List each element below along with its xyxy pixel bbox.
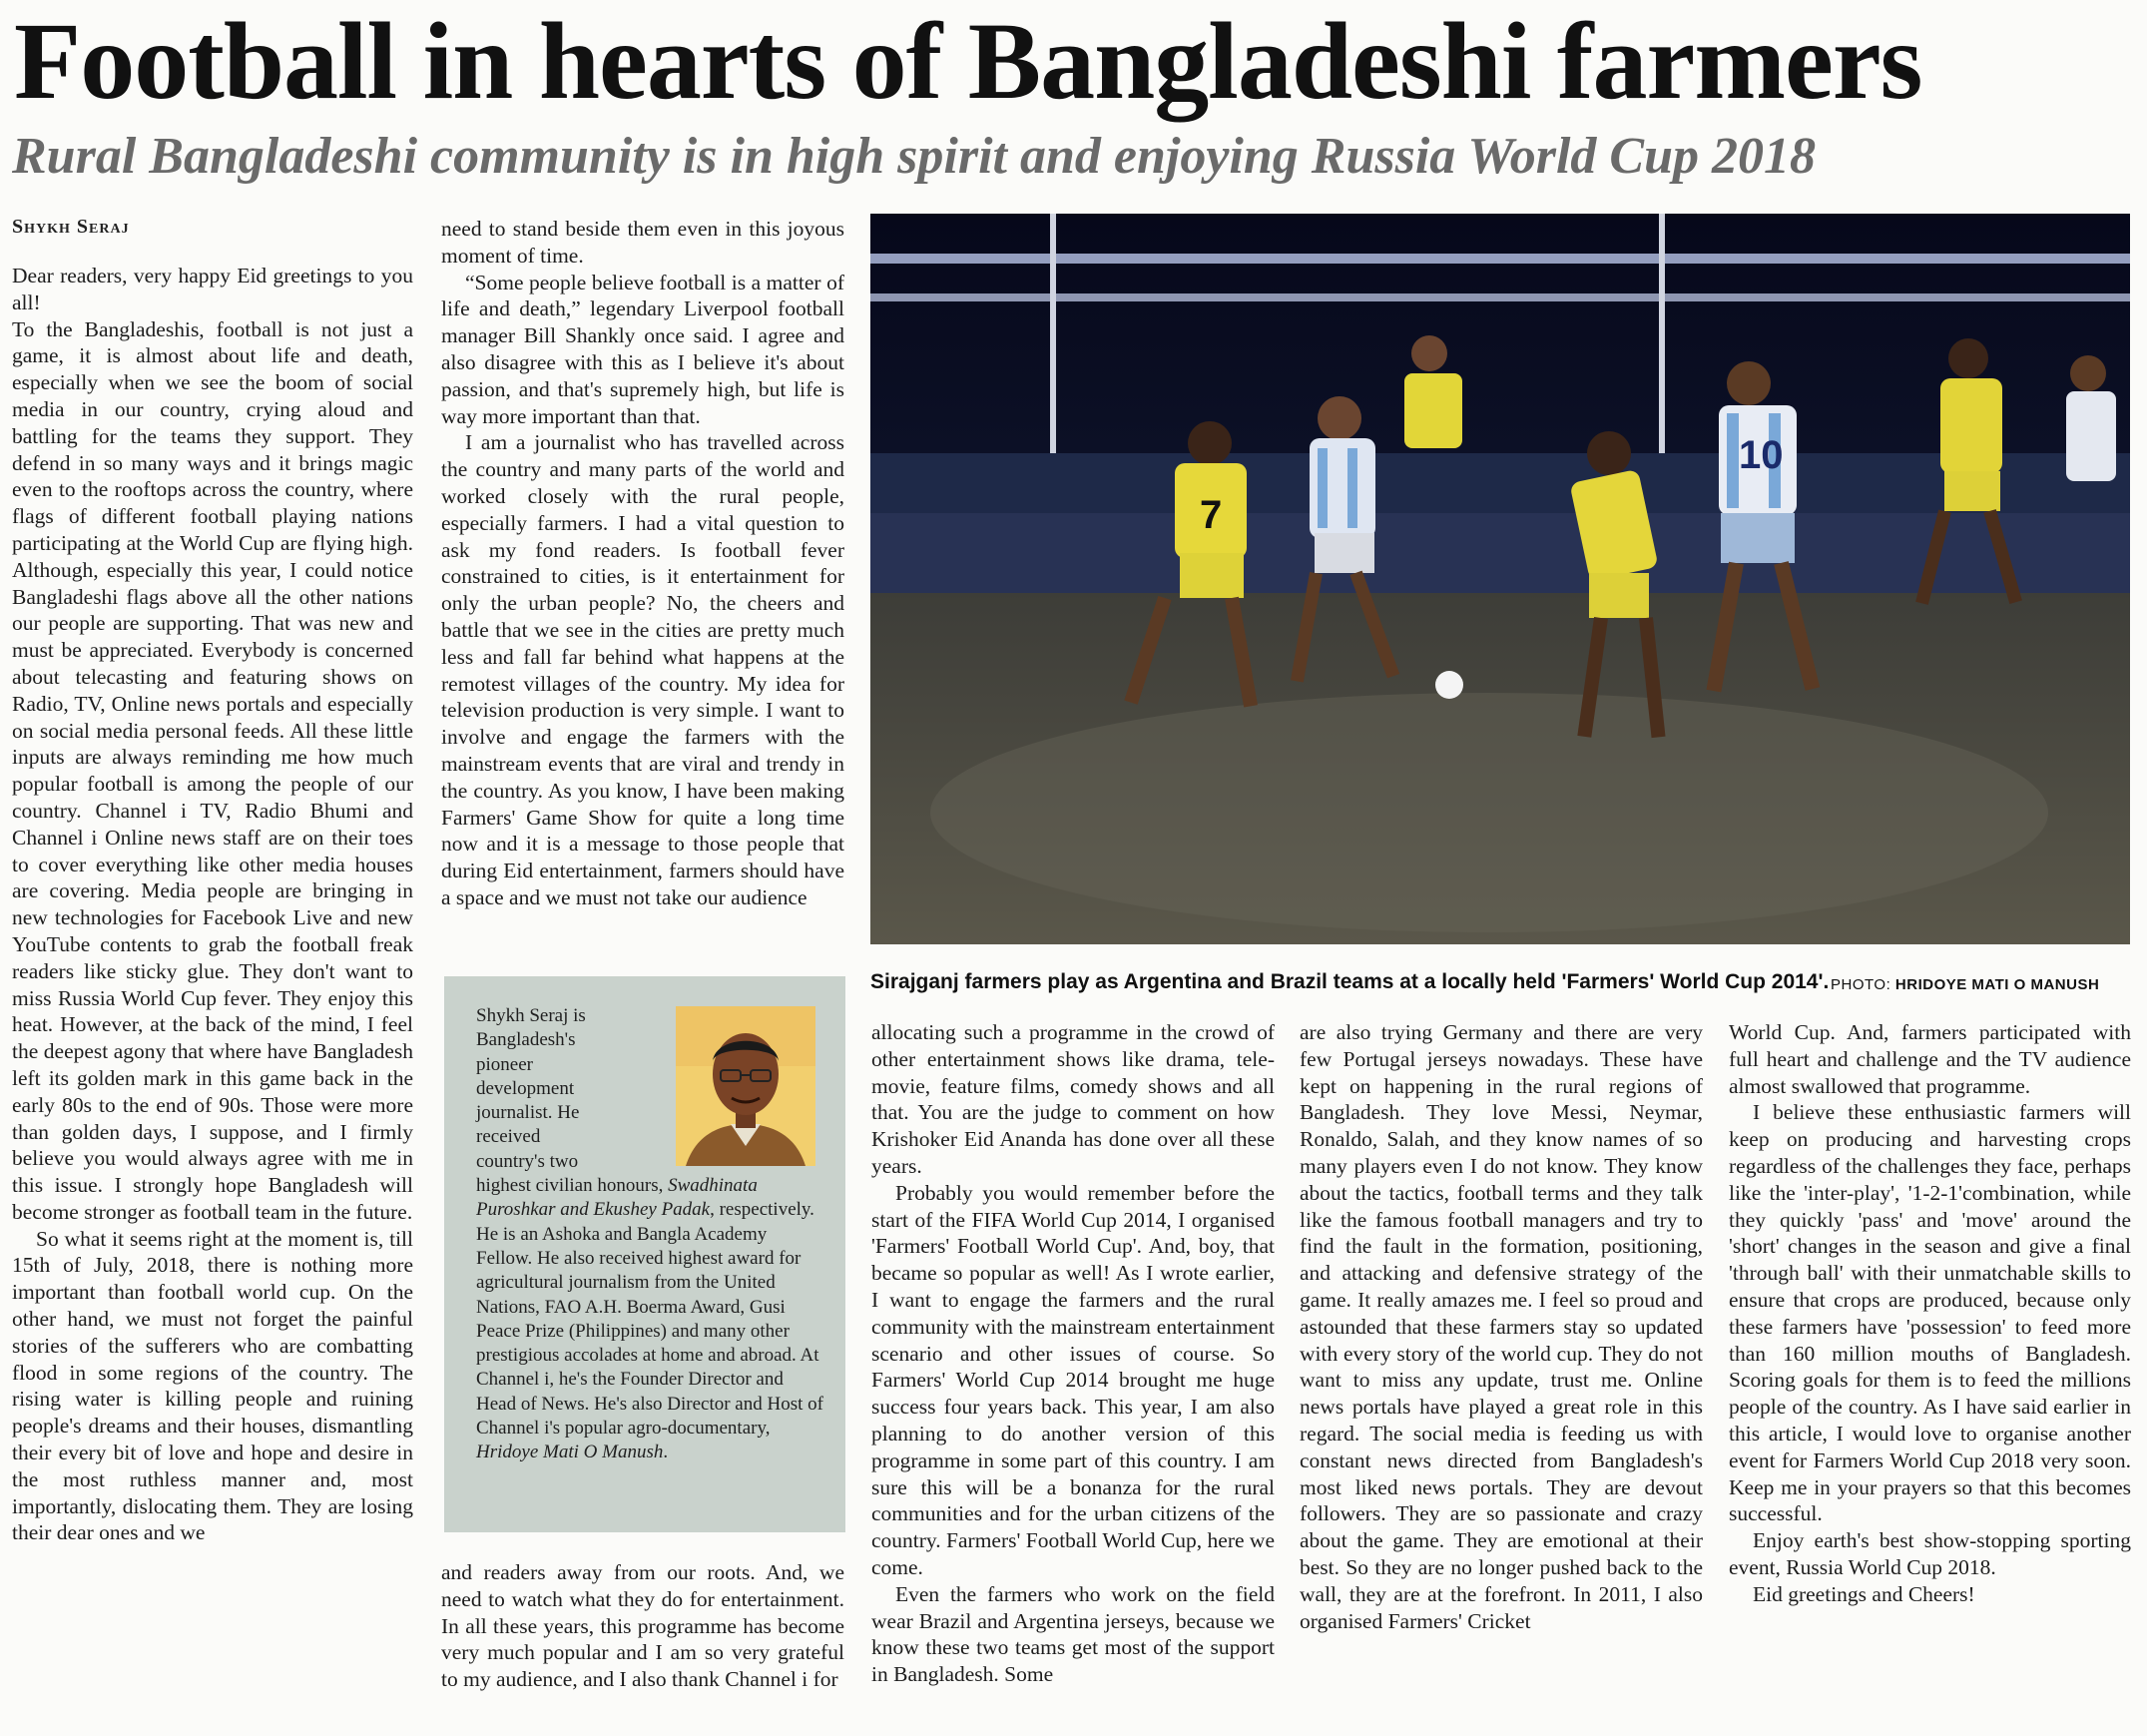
author-bio-text [476, 1004, 825, 1465]
paragraph: Dear readers, very happy Eid greetings to you all! [12, 264, 413, 314]
football-match-photo [870, 214, 2130, 944]
article-column-1 [12, 263, 413, 1546]
byline: Shykh Seraj [12, 216, 130, 238]
paragraph: need to stand beside them even in this joyous moment of time. [441, 217, 844, 268]
paragraph: are also trying Germany and there are very few Portugal jerseys nowadays. These have kept on happening in the rural regions of Bangladesh. They love Messi, Neymar, Ronaldo, Salah, and they know names of so many players even I do not know. They know about the tactics, football terms and they talk like the famous football managers and try to find the fault in the formation, positioning, and attacking and defensive strategy of the game. It really amazes me. I feel so proud and astounded that these farmers stay so updated with every story of the world cup. They do not want to miss any update, trust me. Online news portals have played a great role in this regard. The social media is feeding us with constant news directed from Bangladesh's most liked news portals. They are devout followers. They are so passionate and crazy about the game. They are emotional at their best. So they are no longer pushed back to the wall, they are at the forefront. In 2011, I also organised Farmers' Cricket [1300, 1020, 1703, 1633]
paragraph: and readers away from our roots. And, we need to watch what they do for entertainment. In all these years, this programme has become very much popular and I am so very grateful to my audience, and I also thank Channel i for [441, 1560, 844, 1692]
bio-text-1: Shykh Seraj is Bangladesh's pioneer development journalist. He received country's two highest civilian honours, [476, 1005, 669, 1197]
article-column-3 [871, 1019, 1275, 1688]
paragraph: Enjoy earth's best show-stopping sporting event, Russia World Cup 2018. [1729, 1528, 2131, 1579]
paragraph: To the Bangladeshis, football is not just a game, it is almost about life and death, especially when we see the boom of social media in our country, crying aloud and battling for the teams they support. They defend in so many ways and it brings magic even to the rooftops across the country, where flags of different football playing nations participating at the World Cup are flying high. Although, especially this year, I could notice Bangladeshi flags above all the other nations our people are supporting. That was new and must be appreciated. Everybody is concerned about telecasting and featuring shows on Radio, TV, Online news portals and especially on social media personal feeds. All these little inputs are always reminding me how much popular football is among the people of our country. Channel i TV, Radio Bhumi and Channel i Online news staff are on their toes to cover everything like other media houses are covering. Media people are bringing in new technologies for Facebook Live and new YouTube contents to grab the football freak readers like sticky glue. They don't want to miss Russia World Cup fever. They enjoy this heat. However, at the back of the mind, I feel the deepest agony that where have Bangladesh left its golden mark in this game back in the early 80s to the end of 90s. Those were more than golden days, I suppose, and I firmly believe you would always agree with me in this issue. I strongly hope Bangladesh will become stronger as football team in the future. [12, 316, 413, 1224]
headline: Football in hearts of Bangladeshi farmers [14, 0, 1922, 122]
photo-caption: Sirajganj farmers play as Argentina and Brazil teams at a locally held 'Farmers' World Cup 2014'. [870, 970, 1830, 993]
author-bio-box [444, 976, 845, 1532]
paragraph: Eid greetings and Cheers! [1753, 1581, 1975, 1606]
photo-credit [1831, 976, 2099, 993]
photo-credit-label: PHOTO: [1831, 976, 1891, 993]
paragraph: I am a journalist who has travelled across the country and many parts of the world and worked closely with the rural people, especially farmers. I had a vital question to ask my fond readers. Is football fever constrained to cities, is it entertainment for only the urban people? No, the cheers and battle that we see in the cities are pretty much less and fall far behind what happens at the remotest villages of the country. My idea for television production is very simple. I want to involve and engage the farmers with the mainstream events that are viral and trendy in the country. As you know, I have been making Farmers' Game Show for quite a long time now and it is a message to those people that during Eid entertainment, farmers should have a space and we must not take our audience [441, 430, 844, 909]
paragraph: “Some people believe football is a matter of life and death,” legendary Liverpool football manager Bill Shankly once said. I agree and also disagree with this as I believe it's about passion, and that's supremely high, but life is way more important than that. [441, 270, 844, 428]
article-column-2-top [441, 216, 844, 911]
paragraph: allocating such a programme in the crowd of other entertainment shows like drama, tele-movie, feature films, comedy shows and all that. You are the judge to comment on how Krishoker Eid Ananda has done over all these years. [871, 1020, 1275, 1178]
paragraph: So what it seems right at the moment is, till 15th of July, 2018, there is nothing more important than football world cup. On the other hand, we must not forget the painful stories of the sufferers who are combatting flood in some regions of the country. The rising water is killing people and ruining people's dreams and their houses, dismantling their every bit of love and hope and desire in the most ruthless manner and, most importantly, dislocating them. They are losing their dear ones and we [12, 1226, 413, 1545]
bio-text-2: , respectively. He is an Ashoka and Bangla Academy Fellow. He also received highest award for agricultural journalism from the United Nations, FAO A.H. Boerma Award, Gusi Peace Prize (Philippines) and many other prestigious accolades at home and abroad. At Channel i, he's the Founder Director and Head of News. He's also Director and Host of Channel i's popular agro-documentary, [476, 1199, 823, 1440]
paragraph: I believe these enthusiastic farmers will keep on producing and harvesting crops regardless of the challenges they face, perhaps like the 'inter-play', '1-2-1'combination, while they quickly 'pass' and 'move' around the 'short' changes in the season and give a final 'through ball' with their unmatchable skills to ensure that crops are produced, because only these farmers have 'possession' to feed more than 160 million mouths of Bangladesh. Scoring goals for them is to feed the millions people of the country. As I have said earlier in this article, I would love to organise another event for Farmers World Cup 2018 very soon. Keep me in your prayers so that this becomes successful. [1729, 1100, 2131, 1526]
article-column-4 [1300, 1019, 1703, 1634]
player-number-7: 7 [1200, 493, 1223, 537]
article-column-5 [1729, 1019, 2131, 1608]
player-number-10: 10 [1739, 433, 1784, 477]
bio-show-name: Hridoye Mati O Manush [476, 1442, 664, 1463]
subheadline: Rural Bangladeshi community is in high spirit and enjoying Russia World Cup 2018 [12, 128, 1817, 185]
paragraph: Probably you would remember before the start of the FIFA World Cup 2014, I organised 'Farmers' Football World Cup'. And, boy, that became so popular as well! As I wrote earlier, I want to engage the farmers and the rural community with the mainstream entertainment scenario and other issues of course. So Farmers' World Cup 2014 brought me huge success four years back. This year, I am also planning to do another version of this programme in some part of this country. I am sure this will be a bonanza for the rural communities and for the urban citizens of the country. Farmers' Football World Cup, here we come. [871, 1180, 1275, 1579]
bio-award-names: Swadhinata Puroshkar and Ekushey Padak [476, 1175, 758, 1221]
article-column-2-bottom [441, 1559, 844, 1693]
bio-text-3: . [663, 1442, 669, 1463]
paragraph: Even the farmers who work on the field wear Brazil and Argentina jerseys, because we know these two teams get most of the support in Bangladesh. Some [871, 1581, 1275, 1687]
paragraph: World Cup. And, farmers participated with full heart and challenge and the TV audience almost swallowed that programme. [1729, 1020, 2131, 1098]
photo-credit-name: HRIDOYE MATI O MANUSH [1894, 976, 2100, 993]
